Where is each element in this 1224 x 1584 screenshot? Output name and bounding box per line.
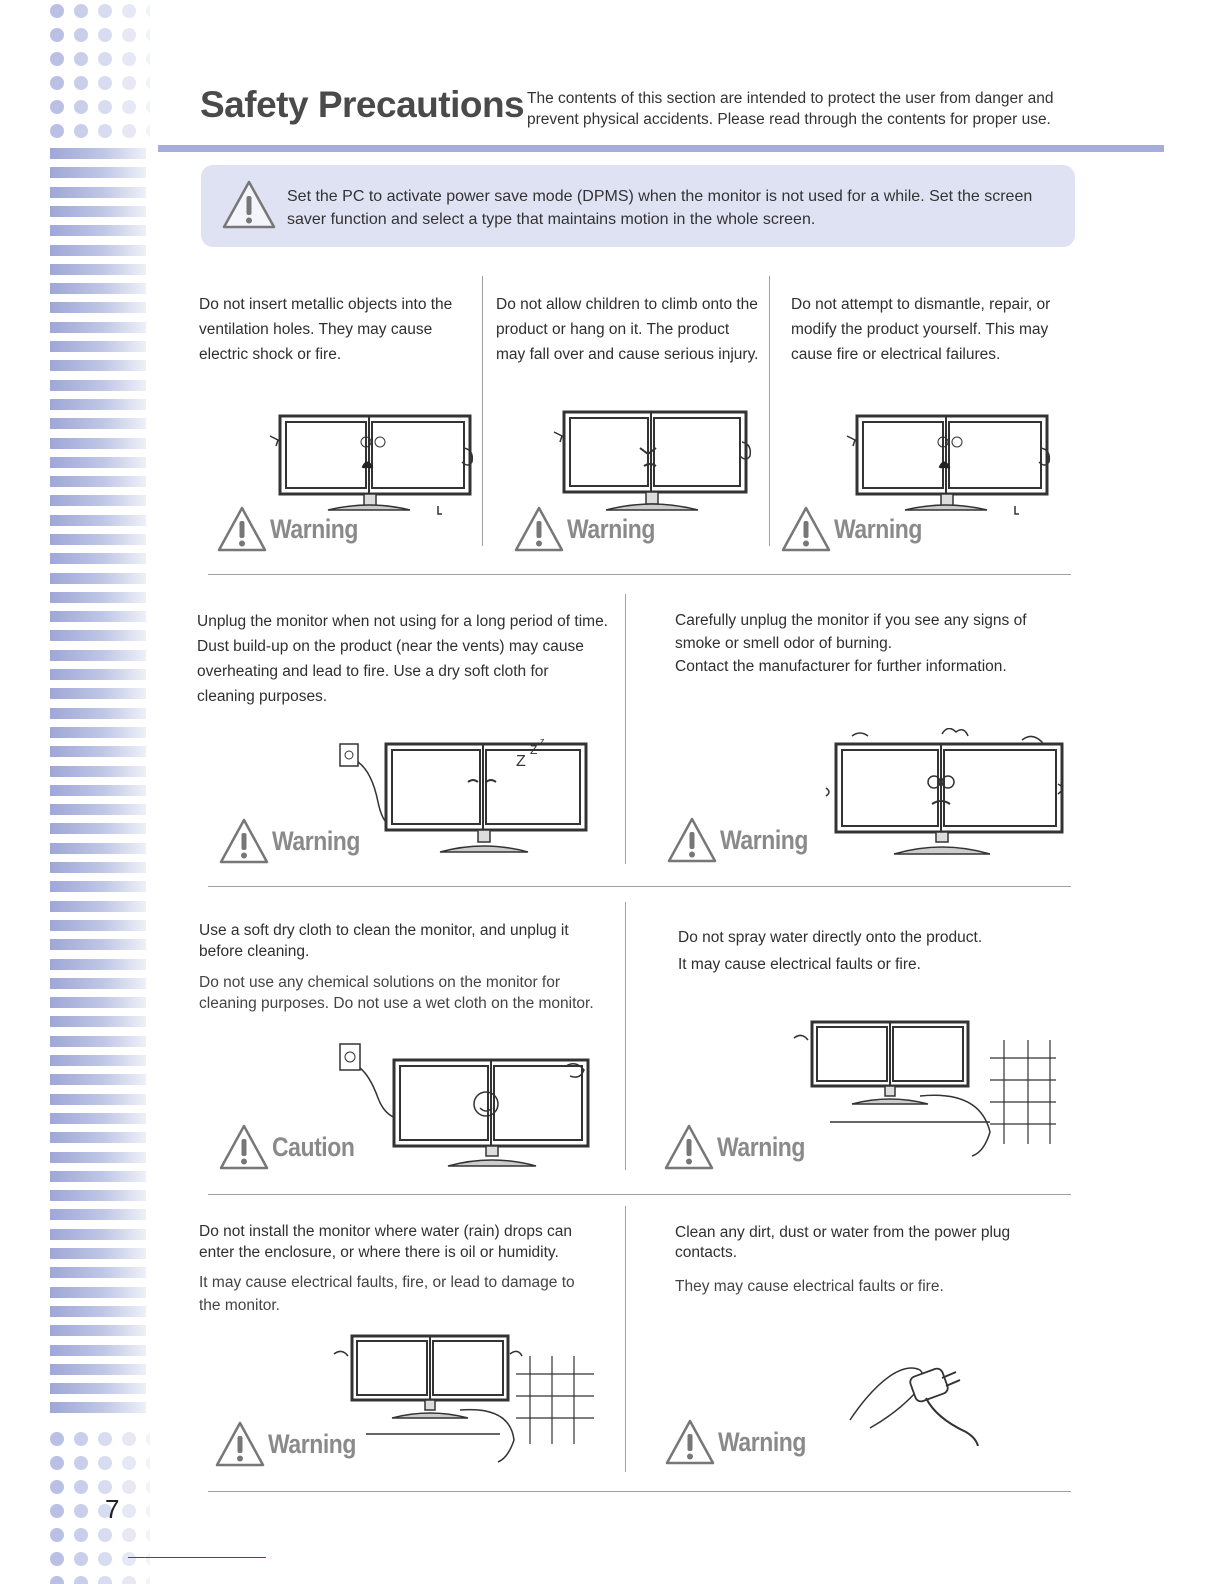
page-title: Safety Precautions xyxy=(200,84,525,125)
decorative-dot xyxy=(74,1456,88,1470)
section-1-paragraph-1: Do not insert metallic objects into the ventilation holes. They may cause electric shock or fire. xyxy=(199,296,453,363)
decorative-dot xyxy=(50,1432,64,1446)
warning-triangle-icon xyxy=(216,505,268,553)
column-divider xyxy=(769,276,770,546)
section-7-paragraph-1: Do not spray water directly onto the product. xyxy=(678,929,983,946)
decorative-dot xyxy=(146,1528,150,1542)
decorative-dot xyxy=(74,1576,88,1584)
warning-triangle-icon xyxy=(666,816,718,864)
column-divider xyxy=(482,276,483,546)
decorative-bar xyxy=(50,804,146,815)
power-plug-cleaning-illustration xyxy=(842,1350,982,1451)
decorative-dot xyxy=(146,1552,150,1566)
decorative-bar xyxy=(50,148,146,159)
warning-triangle-icon xyxy=(780,505,832,553)
decorative-bar xyxy=(50,438,146,449)
warning-triangle-icon xyxy=(663,1123,715,1171)
section-8-paragraph-2: It may cause electrical faults, fire, or lead to damage to the monitor. xyxy=(199,1274,575,1314)
decorative-bar xyxy=(50,1016,146,1027)
decorative-bar xyxy=(50,341,146,352)
decorative-bar xyxy=(50,322,146,333)
decorative-bar xyxy=(50,843,146,854)
decorative-dot xyxy=(74,4,88,18)
decorative-bar xyxy=(50,1364,146,1375)
decorative-bar xyxy=(50,727,146,738)
section-6-paragraph-2: Do not use any chemical solutions on the monitor for cleaning purposes. Do not use a wet cloth on the monitor. xyxy=(199,974,594,1012)
decorative-dot xyxy=(146,52,150,66)
decorative-dot xyxy=(146,100,150,114)
column-divider xyxy=(625,594,626,864)
warning-triangle-icon xyxy=(218,1123,270,1171)
decorative-dot xyxy=(50,76,64,90)
decorative-dot xyxy=(74,52,88,66)
section-7-text xyxy=(678,924,1058,978)
decorative-bar xyxy=(50,920,146,931)
section-5-paragraph-1: Carefully unplug the monitor if you see any signs of smoke or smell odor of burning. xyxy=(675,612,1027,652)
badge-label: Warning xyxy=(270,513,358,544)
warning-triangle-icon xyxy=(664,1418,716,1466)
decorative-dot xyxy=(98,1432,112,1446)
decorative-bar xyxy=(50,167,146,178)
decorative-dot xyxy=(50,52,64,66)
decorative-dot xyxy=(146,1456,150,1470)
decorative-dot xyxy=(98,1456,112,1470)
decorative-dot xyxy=(50,1456,64,1470)
decorative-dot xyxy=(98,1480,112,1494)
decorative-bar xyxy=(50,708,146,719)
warning-triangle-icon xyxy=(221,179,277,236)
decorative-bar xyxy=(50,1171,146,1182)
decorative-bar xyxy=(50,399,146,410)
decorative-bar xyxy=(50,495,146,506)
decorative-bar xyxy=(50,553,146,564)
decorative-bar xyxy=(50,823,146,834)
warning-badge xyxy=(218,817,376,865)
decorative-bar xyxy=(50,1345,146,1356)
row-divider xyxy=(208,574,1071,575)
decorative-dot xyxy=(74,1480,88,1494)
decorative-dot xyxy=(50,28,64,42)
decorative-bar xyxy=(50,1325,146,1336)
monitor-smoke-illustration xyxy=(822,728,1066,861)
row-divider xyxy=(208,1194,1071,1195)
decorative-bar xyxy=(50,380,146,391)
warning-badge xyxy=(663,1123,821,1171)
decorative-bar xyxy=(50,1113,146,1124)
decorative-dot xyxy=(50,1528,64,1542)
decorative-dot xyxy=(122,124,136,138)
decorative-dot xyxy=(50,1552,64,1566)
decorative-bar xyxy=(50,630,146,641)
svg-text:Z: Z xyxy=(516,753,526,770)
section-9-paragraph-1: Clean any dirt, dust or water from the power plug contacts. xyxy=(675,1224,1011,1261)
decorative-dot xyxy=(74,1504,88,1518)
decorative-bar xyxy=(50,573,146,584)
monitor-cleaning-illustration xyxy=(336,1042,592,1173)
decorative-bar xyxy=(50,766,146,777)
warning-triangle-icon xyxy=(218,817,270,865)
decorative-bar xyxy=(50,939,146,950)
decorative-dot xyxy=(50,1504,64,1518)
decorative-dot xyxy=(98,4,112,18)
decorative-bar xyxy=(50,997,146,1008)
decorative-bar xyxy=(50,650,146,661)
decorative-bar xyxy=(50,476,146,487)
section-1-text xyxy=(199,292,474,367)
decorative-dot xyxy=(74,124,88,138)
section-2-text xyxy=(496,292,759,367)
decorative-dot xyxy=(146,1576,150,1584)
row-divider xyxy=(208,1491,1071,1492)
decorative-bar xyxy=(50,1055,146,1066)
decorative-bar xyxy=(50,1132,146,1143)
badge-label: Warning xyxy=(268,1428,356,1459)
decorative-dot xyxy=(74,1432,88,1446)
section-4-paragraph-1: Unplug the monitor when not using for a long period of time. xyxy=(197,613,608,630)
decorative-dot xyxy=(122,1576,136,1584)
decorative-dot xyxy=(98,1528,112,1542)
decorative-bar xyxy=(50,959,146,970)
decorative-bar xyxy=(50,592,146,603)
decorative-bar xyxy=(50,688,146,699)
svg-text:Z: Z xyxy=(530,743,538,757)
section-6-text xyxy=(199,920,604,1014)
decorative-dot xyxy=(122,100,136,114)
decorative-bar xyxy=(50,669,146,680)
decorative-dot xyxy=(74,100,88,114)
decorative-bar xyxy=(50,1209,146,1220)
decorative-dot xyxy=(50,1480,64,1494)
decorative-bar xyxy=(50,1094,146,1105)
decorative-dot xyxy=(50,100,64,114)
warning-badge xyxy=(664,1418,822,1466)
decorative-bar xyxy=(50,302,146,313)
decorative-bar xyxy=(50,457,146,468)
decorative-bar xyxy=(50,225,146,236)
decorative-bar xyxy=(50,534,146,545)
decorative-bar xyxy=(50,1036,146,1047)
decorative-bar xyxy=(50,1287,146,1298)
decorative-dot xyxy=(98,1576,112,1584)
decorative-bar xyxy=(50,1267,146,1278)
decorative-dot xyxy=(122,76,136,90)
decorative-bar xyxy=(50,515,146,526)
decorative-dot xyxy=(74,76,88,90)
warning-triangle-icon xyxy=(513,505,565,553)
decorative-bar xyxy=(50,1152,146,1163)
decorative-dot xyxy=(98,1552,112,1566)
decorative-dot xyxy=(98,124,112,138)
decorative-bar xyxy=(50,1306,146,1317)
decorative-dot xyxy=(122,1432,136,1446)
decorative-dot xyxy=(98,100,112,114)
decorative-dot xyxy=(74,1528,88,1542)
warning-badge xyxy=(214,1420,372,1468)
badge-label: Warning xyxy=(567,513,655,544)
column-divider xyxy=(625,1206,626,1472)
decorative-dot xyxy=(50,124,64,138)
decorative-dot xyxy=(146,1480,150,1494)
decorative-bar xyxy=(50,901,146,912)
warning-badge xyxy=(666,816,824,864)
warning-badge xyxy=(513,505,671,553)
decorative-bar xyxy=(50,264,146,275)
warning-badge xyxy=(216,505,374,553)
decorative-bar xyxy=(50,1383,146,1394)
header-rule xyxy=(158,145,1164,152)
decorative-dot xyxy=(74,28,88,42)
decorative-dot xyxy=(98,52,112,66)
section-3-text xyxy=(791,292,1073,367)
decorative-side-strip xyxy=(0,0,150,1584)
decorative-dot xyxy=(98,28,112,42)
warning-badge xyxy=(780,505,938,553)
badge-label: Warning xyxy=(272,825,360,856)
page-number: 7 xyxy=(105,1494,120,1524)
decorative-dot xyxy=(146,1432,150,1446)
decorative-dot xyxy=(122,28,136,42)
caution-badge xyxy=(218,1123,369,1171)
column-divider xyxy=(625,902,626,1170)
svg-text:z: z xyxy=(540,736,545,746)
decorative-dot xyxy=(146,28,150,42)
decorative-dot xyxy=(146,124,150,138)
decorative-dot xyxy=(146,4,150,18)
section-4-text xyxy=(197,609,609,709)
intro-text: The contents of this section are intended to protect the user from danger and prevent physical accidents. Please read through the contents for proper use. xyxy=(527,90,1054,128)
decorative-bar xyxy=(50,1229,146,1240)
section-5-text xyxy=(675,609,1063,678)
decorative-dot xyxy=(122,1480,136,1494)
decorative-dot xyxy=(122,1528,136,1542)
decorative-bar xyxy=(50,611,146,622)
decorative-dot xyxy=(98,76,112,90)
footer-rule xyxy=(128,1557,266,1558)
decorative-dot xyxy=(122,4,136,18)
section-5-paragraph-2: Contact the manufacturer for further information. xyxy=(675,658,1007,675)
decorative-bar xyxy=(50,862,146,873)
decorative-dot xyxy=(122,52,136,66)
section-6-paragraph-1: Use a soft dry cloth to clean the monitor, and unplug it before cleaning. xyxy=(199,922,569,960)
row-divider xyxy=(208,886,1071,887)
decorative-dot xyxy=(122,1456,136,1470)
decorative-bar xyxy=(50,1402,146,1413)
notice-box xyxy=(201,165,1075,247)
decorative-bar xyxy=(50,1074,146,1085)
decorative-dot xyxy=(122,1552,136,1566)
decorative-bar xyxy=(50,283,146,294)
section-2-paragraph-1: Do not allow children to climb onto the product or hang on it. The product may fall over and cause serious injury. xyxy=(496,296,759,363)
decorative-bar xyxy=(50,881,146,892)
decorative-bar xyxy=(50,418,146,429)
decorative-dot xyxy=(50,1576,64,1584)
section-8-paragraph-1: Do not install the monitor where water (rain) drops can enter the enclosure, or where there is oil or humidity. xyxy=(199,1223,573,1261)
section-9-paragraph-2: They may cause electrical faults or fire. xyxy=(675,1278,944,1295)
decorative-bar xyxy=(50,746,146,757)
monitor-water-spray-illustration xyxy=(790,1018,1060,1169)
badge-label: Warning xyxy=(720,824,808,855)
decorative-bar xyxy=(50,206,146,217)
decorative-dot xyxy=(146,1504,150,1518)
decorative-bar xyxy=(50,360,146,371)
decorative-bar xyxy=(50,785,146,796)
section-8-text xyxy=(199,1221,579,1317)
decorative-bar xyxy=(50,978,146,989)
section-4-paragraph-2: Dust build-up on the product (near the vents) may cause overheating and lead to fire. Use a dry soft cloth for cleaning purposes. xyxy=(197,638,584,705)
badge-label: Warning xyxy=(718,1426,806,1457)
badge-label: Warning xyxy=(717,1131,805,1162)
badge-label: Warning xyxy=(834,513,922,544)
decorative-dot xyxy=(122,1504,136,1518)
section-7-paragraph-2: It may cause electrical faults or fire. xyxy=(678,956,921,973)
decorative-bar xyxy=(50,187,146,198)
decorative-bar xyxy=(50,1190,146,1201)
decorative-dot xyxy=(146,76,150,90)
section-9-text xyxy=(675,1223,1045,1297)
decorative-dot xyxy=(50,4,64,18)
warning-triangle-icon xyxy=(214,1420,266,1468)
decorative-bar xyxy=(50,245,146,256)
notice-text: Set the PC to activate power save mode (DPMS) when the monitor is not used for a while. Set the screen saver function and select a type that maintains motion in the whole screen. xyxy=(287,188,1033,228)
decorative-dot xyxy=(74,1552,88,1566)
decorative-bar xyxy=(50,1248,146,1259)
badge-label: Caution xyxy=(272,1131,355,1162)
section-3-paragraph-1: Do not attempt to dismantle, repair, or modify the product yourself. This may cause fire or electrical failures. xyxy=(791,296,1051,363)
